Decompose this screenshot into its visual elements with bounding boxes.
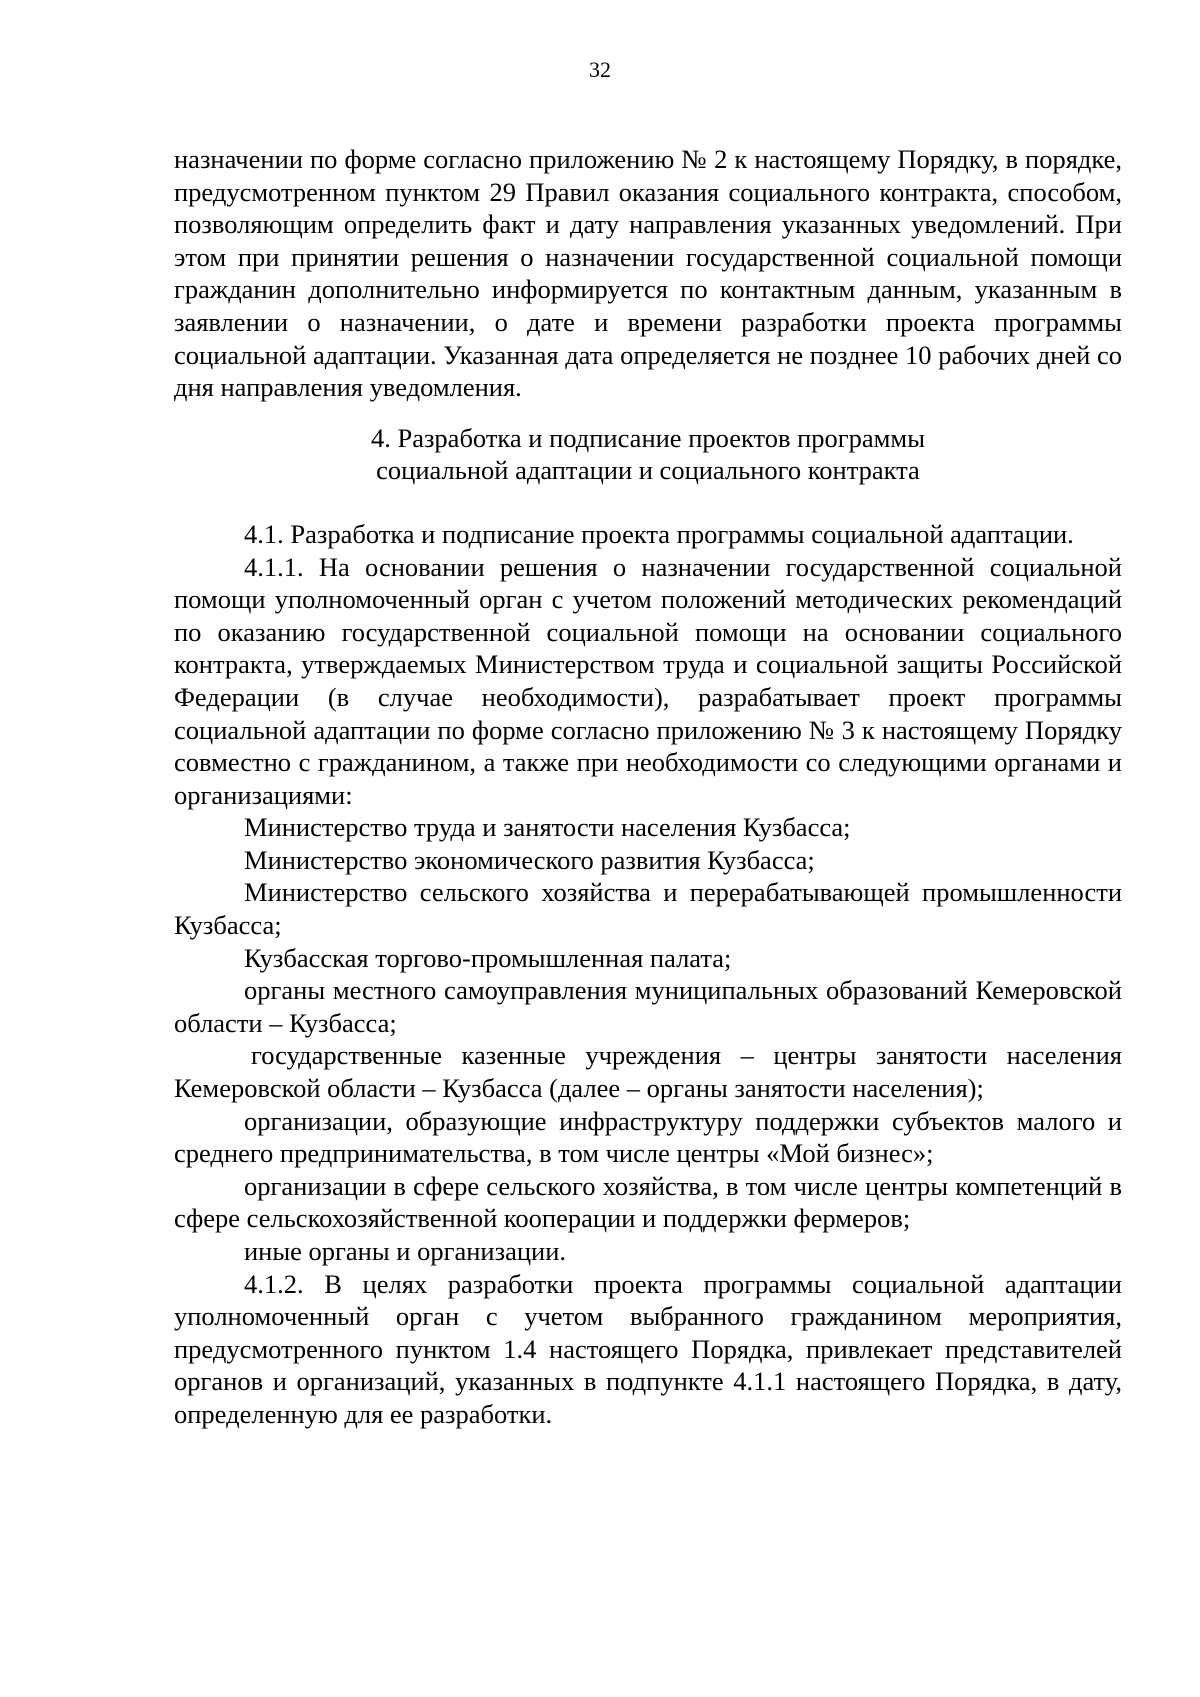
page-number: 32 [589,57,611,82]
list-item: организации в сфере сельского хозяйства, в том числе центры компетенций в сфере сельскохозяйственной кооперации и поддержки фермеров; [174,1170,1122,1234]
document-body [174,143,1122,1431]
list-item: Министерство сельского хозяйства и перерабатывающей промышленности Кузбасса; [174,877,1122,941]
list-item: Министерство труда и занятости населения Кузбасса; [244,812,851,843]
list-item: организации, образующие инфраструктуру поддержки субъектов малого и среднего предпринимательства, в том числе центры «Мой бизнес»; [174,1105,1122,1169]
list-item: государственные казенные учреждения – центры занятости населения Кемеровской области – Кузбасса (далее – органы занятости населения); [174,1040,1122,1104]
paragraph-4-1: 4.1. Разработка и подписание проекта программы социальной адаптации. [244,518,1074,549]
section-heading-line-2: социальной адаптации и социального контракта [376,455,920,486]
section-heading-line-1: 4. Разработка и подписание проектов программы [370,422,926,453]
list-item: Министерство экономического развития Кузбасса; [244,844,815,875]
list-item: иные органы и организации. [244,1236,566,1266]
intro-paragraph: назначении по форме согласно приложению № 2 к настоящему Порядку, в порядке, предусмотренном пунктом 29 Правил оказания социального контракта, способом, позволяющим определить факт и дату направления указанных уведомлений. При этом при принятии решения о назначении государственной социальной помощи гражданин дополнительно информируется по контактным данным, указанным в заявлении о назначении, о дате и времени разработки проекта программы социальной адаптации. Указанная дата определяется не позднее 10 рабочих дней со дня направления уведомления. [174,144,1122,403]
paragraph-4-1-1: 4.1.1. На основании решения о назначении государственной социальной помощи уполномоченный орган с учетом положений методических рекомендаций по оказанию государственной социальной помощи на основании социального контракта, утверждаемых Министерством труда и социальной защиты Российской Федерации (в случае необходимости), разрабатывает проект программы социальной адаптации по форме согласно приложению № 3 к настоящему Порядку совместно с гражданином, а также при необходимости со следующими органами и организациями: [174,551,1122,810]
list-item: Кузбасская торгово-промышленная палата; [244,942,732,973]
section-heading [174,422,1122,487]
paragraph-4-1-2: 4.1.2. В целях разработки проекта программы социальной адаптации уполномоченный орган с учетом выбранного гражданином мероприятия, предусмотренного пунктом 1.4 настоящего Порядка, привлекает представителей органов и организаций, указанных в подпункте 4.1.1 настоящего Порядка, в дату, определенную для ее разработки. [174,1268,1122,1429]
list-item: органы местного самоуправления муниципальных образований Кемеровской области – Кузбасса; [174,975,1122,1038]
